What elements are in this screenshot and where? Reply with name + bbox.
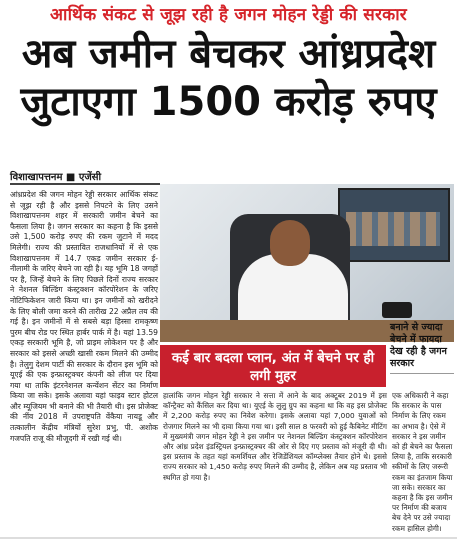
dateline: विशाखापत्तनम ■ एजेंसी [10, 169, 160, 185]
video-conference-screen [338, 188, 450, 262]
microphone [382, 302, 412, 318]
headline-line-2: जुटाएगा 1500 करोड़ रुपए [20, 79, 437, 125]
kicker-headline: आर्थिक संकट से जूझ रही है जगन मोहन रेड्डी की सरकार [50, 4, 407, 25]
headline-line-1: अब जमीन बेचकर आंध्रप्रदेश [21, 31, 436, 77]
side-subheading: बनाने से ज्यादा बेचने में फायदा देख रही है जगन सरकार [390, 322, 454, 374]
main-headline [0, 30, 457, 126]
article-column-right: एक अधिकारी ने कहा कि सरकार के पास निर्माण के लिए रकम का अभाव है। ऐसे में सरकार ने इस जमीन को ही बेचने का फैसला लिया है, ताकि सरकारी स्कीमों के लिए जरूरी रकम का इंतजाम किया जा सके। सरकार का कहना है कि इस जमीन पर निर्माण की बजाय बेच देने पर उसे ज्यादा रकम हासिल होगी। [392, 391, 453, 533]
article-column-middle: हालांकि जगन मोहन रेड्डी सरकार ने सत्ता में आने के बाद अक्टूबर 2019 में इस कॉन्ट्रैक्ट को कैंसिल कर दिया था। यूएई के लुलु ग्रुप का कहना था कि वह इस प्रोजेक्ट में 2,200 करोड़ रुपए का निवेश करेगा। इसके अलावा यहां 7,000 युवाओं को रोजगार मिलने का भी दावा किया गया था। इसी साल 8 फरवरी को हुई कैबिनेट मीटिंग में मुख्यमंत्री जगन मोहन रेड्डी ने इस जमीन पर नेशनल बिल्डिंग कंस्ट्रक्शन कॉरपोरेशन और आंध्र प्रदेश इंडस्ट्रियल इन्फ्रास्ट्रक्चर की ओर से दिए गए प्रस्ताव को मंजूरी दी थी। इस प्रस्ताव के तहत यहां कमर्शियल और रेजिडेंशियल कॉम्प्लेक्स तैयार होने थे। इससे राज्य सरकार को 1,450 करोड़ रुपए मिलने की उम्मीद है, लेकिन अब यह प्रस्ताव भी स्थगित हो गया है। [163, 391, 387, 482]
person-head [270, 220, 310, 266]
article-column-left: आंध्रप्रदेश की जगन मोहन रेड्डी सरकार आर्थिक संकट से जूझ रही है और इससे निपटने के लिए उसने विशाखापत्तनम शहर में सरकारी जमीन बेचने का फैसला लिया है। जगन सरकार का कहना है कि इससे उसे 1,500 करोड़ रुपए की रकम जुटाने में मदद मिलेगी। राज्य की प्रस्तावित राजधानियों में से एक विशाखापत्तनम में 14.7 एकड़ जमीन सरकार ई-नीलामी के जरिए बेचने जा रही है। यह भूमि 18 जगहों पर है, जिन्हें बेचने के लिए पिछले दिनों राज्य सरकार ने नेशनल बिल्डिंग कंस्ट्रक्शन कॉरपोरेशन के जरिए नोटिफिकेशन जारी किया था। इन जमीनों को खरीदने के लिए बोली जमा करने की तारीख 22 अप्रैल तय की गई है। इन जमीनों में से सबसे बड़ा हिस्सा रामकृष्ण पुरम बीच रोड पर स्थित हार्बर पार्क में है। यहां 13.59 एकड़ सरकारी भूमि है, जो प्राइम लोकेशन पर है और सरकार को इससे अच्छी खासी रकम मिलने की उम्मीद है। तेलुगु देशम पार्टी की सरकार के दौरान इस भूमि को यूएई की एक इन्फ्रास्ट्रक्चर कंपनी को लीज पर दिया गया था ताकि इंटरनेशनल कन्वेंशन सेंटर का निर्माण किया जा सके। इसके अलावा यहां फाइव स्टार होटल और म्यूजियम भी बनाने की भी तैयारी थी। इस प्रोजेक्ट की नींव 2018 में उपराष्ट्रपति वेंकैया नायडू और तत्कालीन केंद्रीय मंत्रियों सुरेश प्रभु, पी. अशोक गजपति राजू की मौजूदगी में रखी गई थी। [10, 190, 158, 443]
subheading-banner: कई बार बदला प्लान, अंत में बेचने पर ही लगी मुहर [160, 345, 386, 387]
news-photo [160, 184, 454, 342]
